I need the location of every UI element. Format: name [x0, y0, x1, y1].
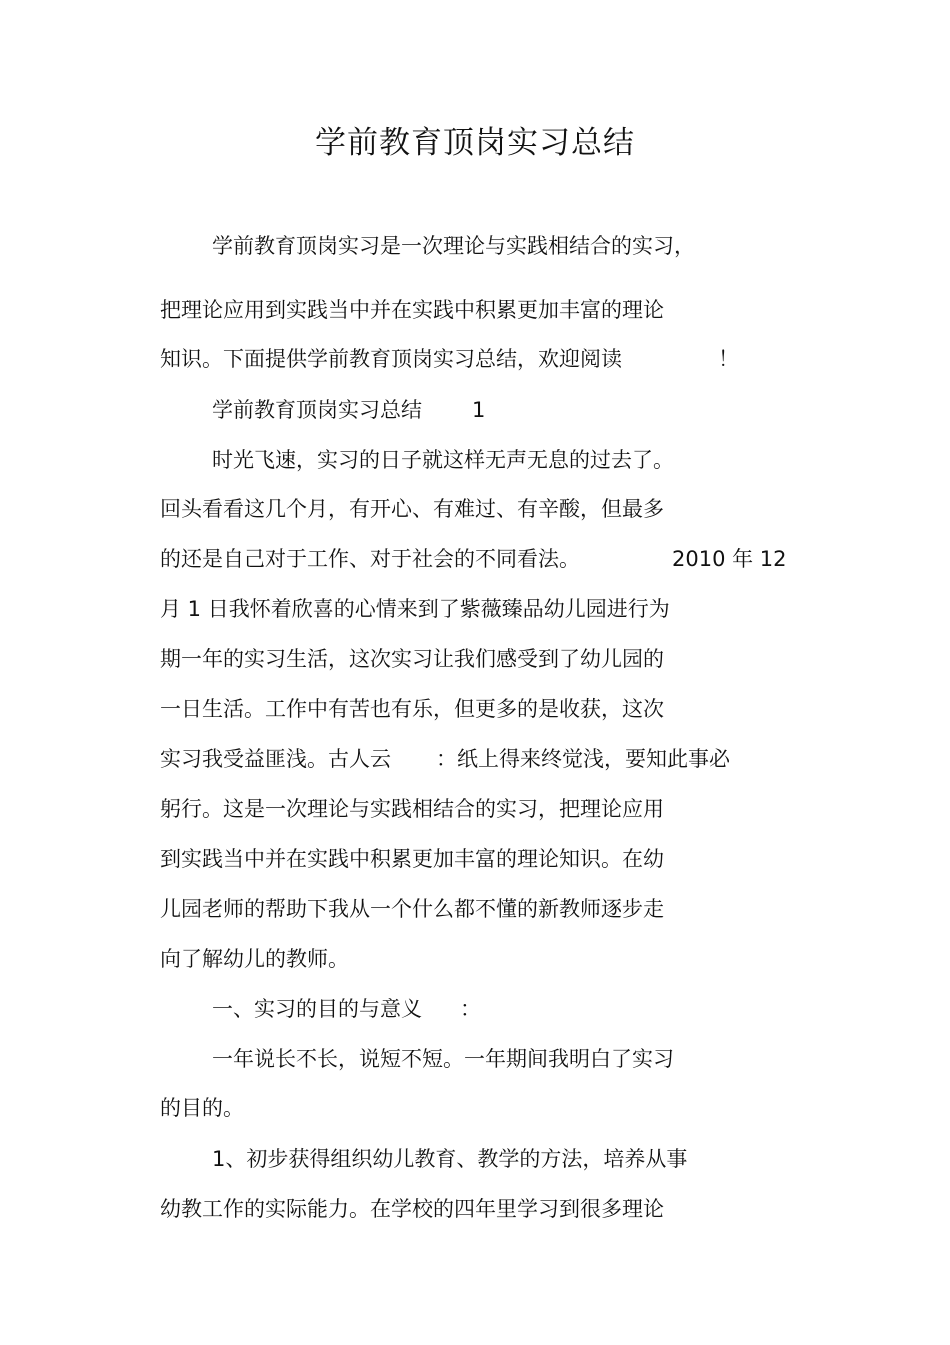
text-line: [0, 791, 950, 827]
text-segment: 一年说长不长，说短不短。一年期间我明白了实习: [212, 1047, 674, 1071]
text-line: [0, 841, 950, 877]
text-segment: 一、实习的目的与意义: [212, 997, 422, 1021]
text-segment: 的目的。: [160, 1096, 244, 1120]
text-segment: 回头看看这几个月，有开心、有难过、有辛酸，但最多: [160, 497, 664, 521]
text-segment: 实习我受益匪浅。古人云: [160, 747, 391, 771]
text-segment: 时光飞速，实习的日子就这样无声无息的过去了。: [212, 448, 674, 472]
text-line: [0, 1090, 950, 1126]
text-line: [0, 1141, 950, 1177]
text-segment: 1、初步获得组织幼儿教育、教学的方法，培养从事: [212, 1147, 688, 1171]
text-line: [0, 691, 950, 727]
text-segment: 学前教育顶岗实习总结: [212, 398, 422, 422]
text-segment: 的还是自己对于工作、对于社会的不同看法。: [160, 547, 580, 571]
text-segment: 1: [472, 398, 486, 422]
text-line: [0, 491, 950, 527]
text-segment: 向了解幼儿的教师。: [160, 947, 349, 971]
document-title: 学前教育顶岗实习总结: [315, 125, 635, 161]
text-segment: 学前教育顶岗实习是一次理论与实践相结合的实习，: [212, 234, 695, 258]
text-segment: 期一年的实习生活，这次实习让我们感受到了幼儿园的: [160, 647, 664, 671]
text-line: [0, 941, 950, 977]
text-segment: 一日生活。工作中有苦也有乐，但更多的是收获，这次: [160, 697, 664, 721]
text-segment: 幼教工作的实际能力。在学校的四年里学习到很多理论: [160, 1197, 664, 1221]
text-line: [0, 341, 950, 377]
text-line: [0, 741, 950, 777]
text-line: [0, 641, 950, 677]
text-segment: ！: [718, 347, 739, 371]
text-segment: 躬行。这是一次理论与实践相结合的实习，把理论应用: [160, 797, 664, 821]
text-segment: 到实践当中并在实践中积累更加丰富的理论知识。在幼: [160, 847, 664, 871]
text-line: [0, 442, 950, 478]
text-line: [0, 392, 950, 428]
text-line: [0, 228, 950, 264]
text-line: [0, 292, 950, 328]
text-segment: 把理论应用到实践当中并在实践中积累更加丰富的理论: [160, 298, 664, 322]
text-line: [0, 991, 950, 1027]
text-segment: 月 1 日我怀着欣喜的心情来到了紫薇臻品幼儿园进行为: [160, 597, 670, 621]
text-segment: 知识。下面提供学前教育顶岗实习总结，欢迎阅读: [160, 347, 622, 371]
text-line: [0, 891, 950, 927]
text-segment: 儿园老师的帮助下我从一个什么都不懂的新教师逐步走: [160, 897, 664, 921]
text-segment: 2010 年 12: [672, 547, 787, 571]
text-line: [0, 1041, 950, 1077]
text-segment: ：纸上得来终觉浅，要知此事必: [436, 747, 730, 771]
text-line: [0, 591, 950, 627]
text-line: [0, 1191, 950, 1227]
text-line: [0, 541, 950, 577]
text-segment: ：: [460, 997, 481, 1021]
